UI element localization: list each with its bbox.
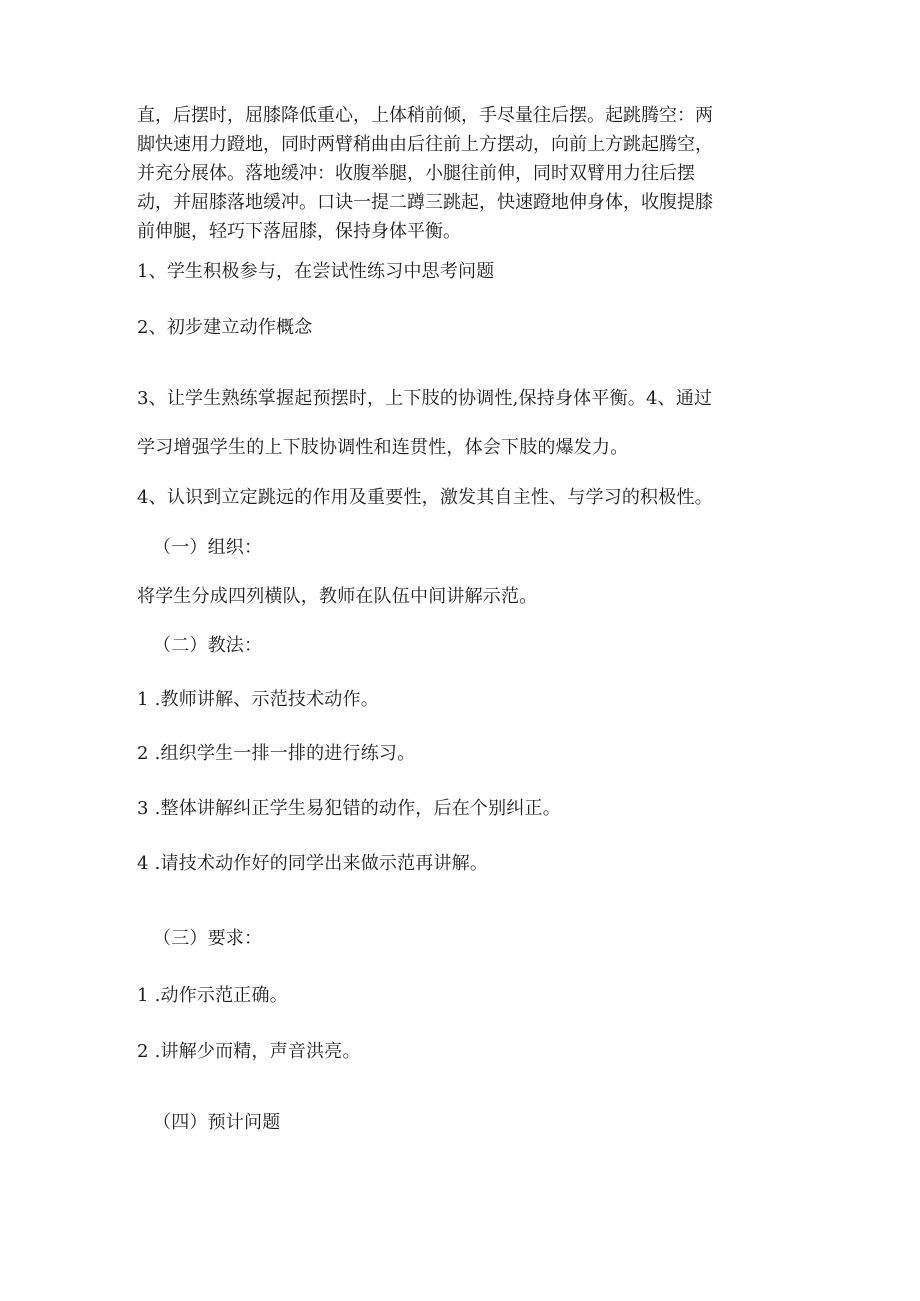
requirements-item-1: 1 .动作示范正确。: [137, 985, 288, 1006]
objective-item-4: 4、认识到立定跳远的作用及重要性，激发其自主性、与学习的积极性。: [137, 487, 713, 508]
intro-line: 前伸腿，轻巧下落屈膝，保持身体平衡。: [137, 221, 461, 242]
intro-line: 脚快速用力蹬地，同时两臂稍曲由后往前上方摆动，向前上方跳起腾空，: [137, 134, 713, 155]
section-heading-anticipated-issues: （四）预计问题: [153, 1112, 281, 1133]
intro-paragraph: [137, 101, 787, 246]
teaching-method-item-3: 3 .整体讲解纠正学生易犯错的动作，后在个别纠正。: [137, 798, 561, 819]
intro-line: 并充分展体。落地缓冲：收腹举腿，小腿往前伸，同时双臂用力往后摆: [137, 163, 695, 184]
objective-item-1: 1、学生积极参与，在尝试性练习中思考问题: [137, 261, 495, 282]
intro-line: 动，并屈膝落地缓冲。口诀一提二蹲三跳起，快速蹬地伸身体，收腹提膝: [137, 192, 713, 213]
objective-item-2: 2、初步建立动作概念: [137, 317, 313, 338]
teaching-method-item-4: 4 .请技术动作好的同学出来做示范再讲解。: [137, 853, 489, 874]
intro-line: 直，后摆时，屈膝降低重心，上体稍前倾，手尽量往后摆。起跳腾空：两: [137, 105, 713, 126]
section-heading-requirements: （三）要求：: [153, 928, 263, 949]
requirements-item-2: 2 .讲解少而精，声音洪亮。: [137, 1041, 361, 1062]
teaching-method-item-1: 1 .教师讲解、示范技术动作。: [137, 689, 379, 710]
objective-item-3-line-2: 学习增强学生的上下肢协调性和连贯性，体会下肢的爆发力。: [137, 437, 629, 458]
section-heading-organization: （一）组织：: [153, 537, 263, 558]
section-heading-teaching-method: （二）教法：: [153, 635, 263, 656]
teaching-method-item-2: 2 .组织学生一排一排的进行练习。: [137, 743, 416, 764]
objective-item-3-line-1: 3、让学生熟练掌握起预摆时，上下肢的协调性,保持身体平衡。4、通过: [137, 388, 713, 409]
organization-text: 将学生分成四列横队，教师在队伍中间讲解示范。: [137, 586, 538, 607]
